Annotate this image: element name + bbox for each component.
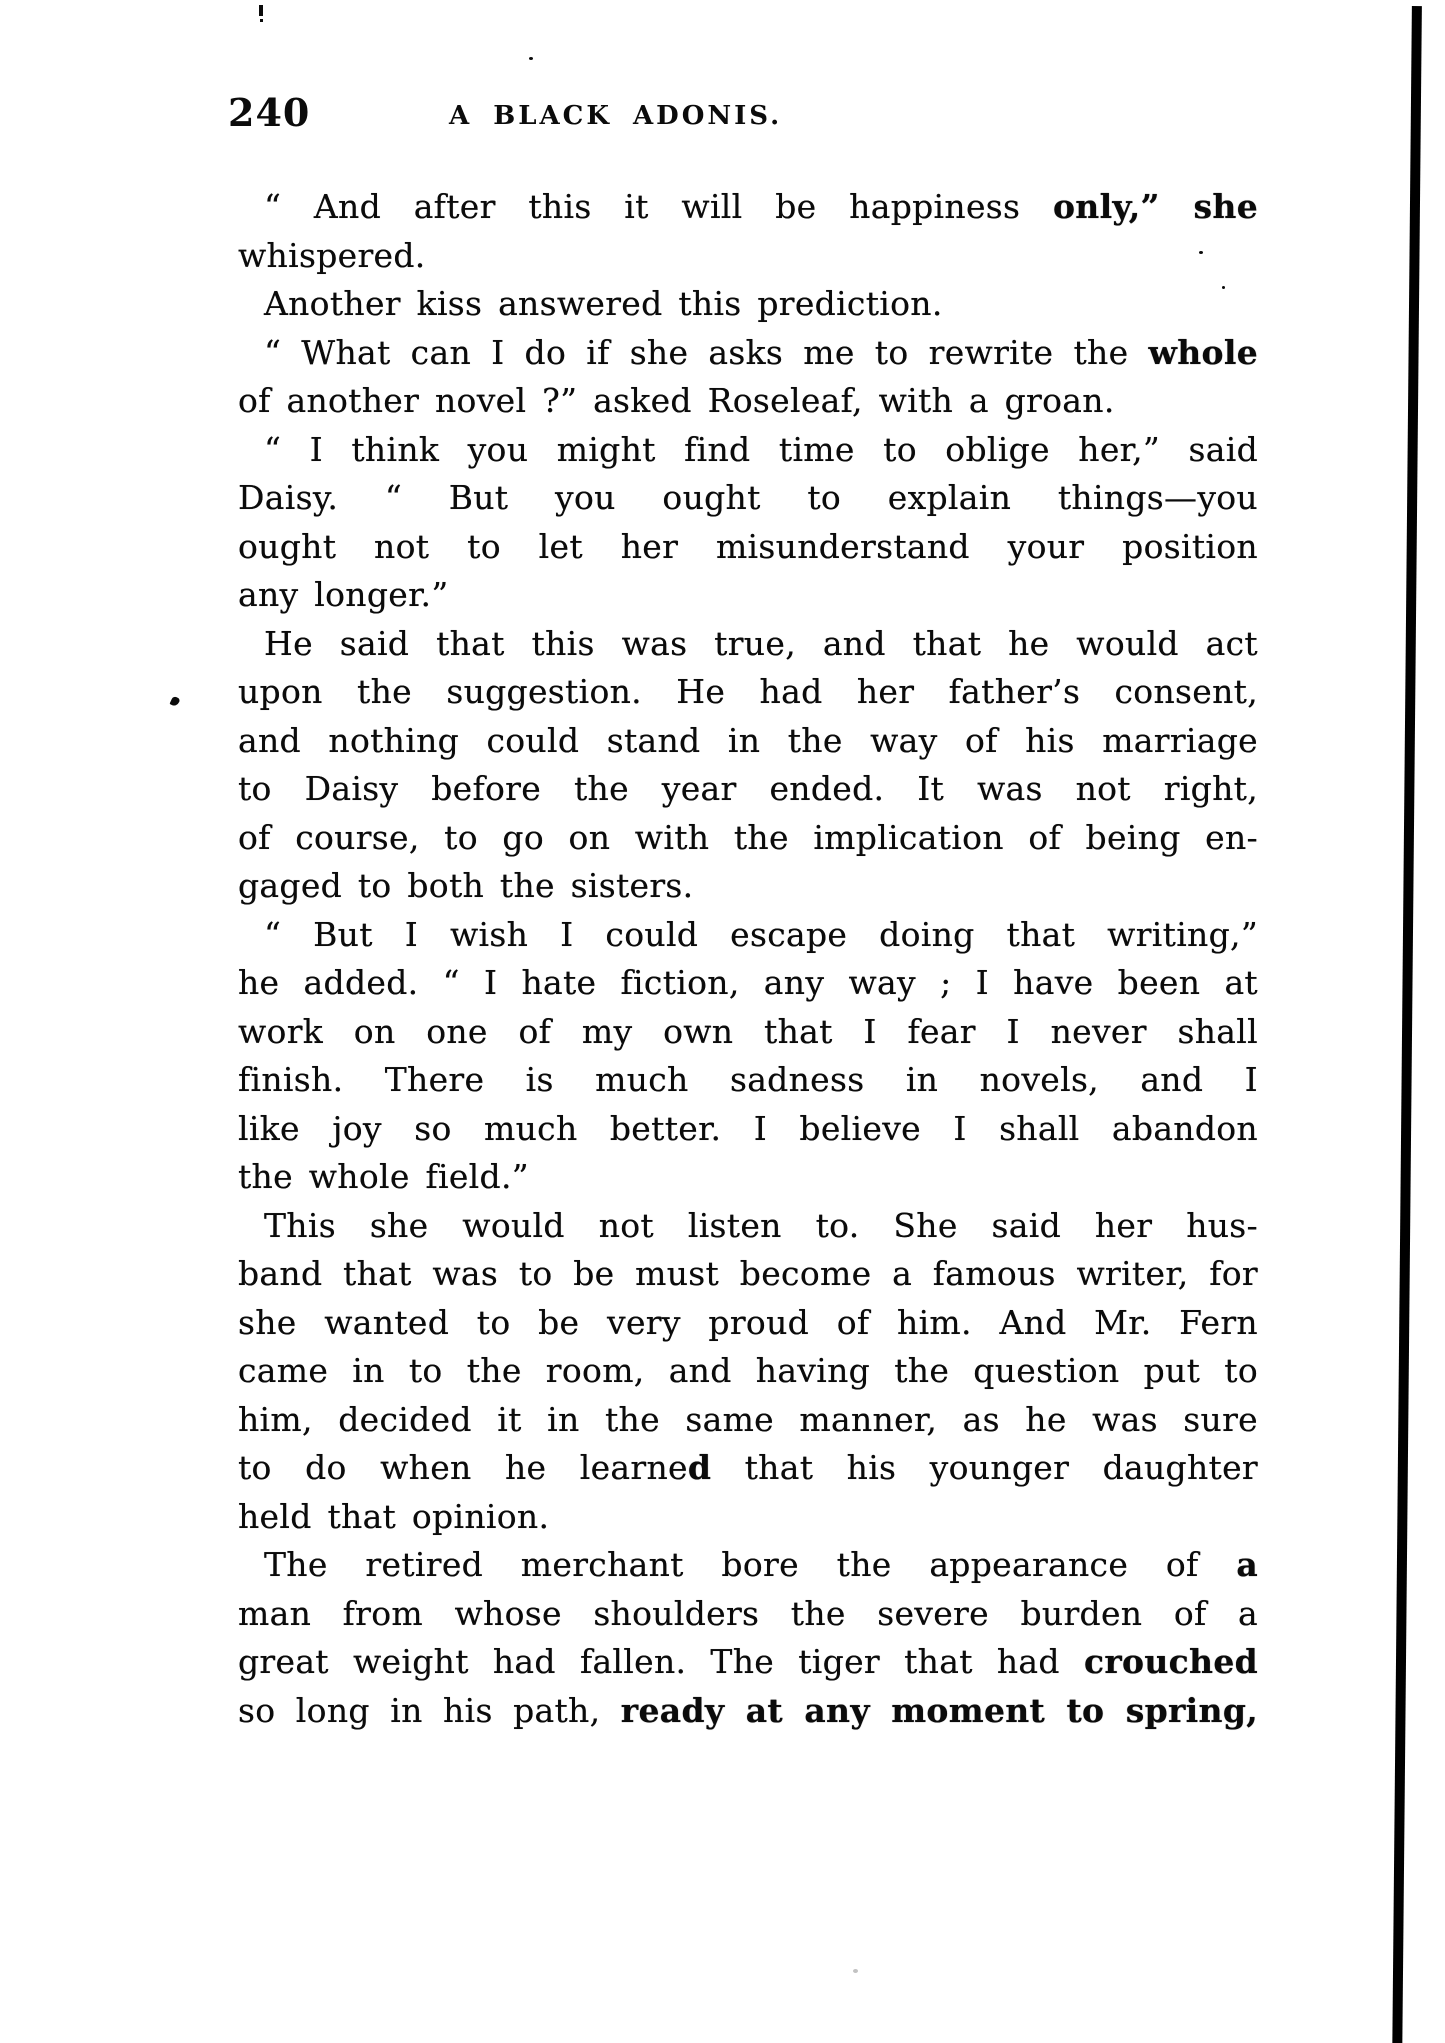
- text-segment: held that opinion.: [238, 1496, 550, 1536]
- text-line: [238, 862, 1258, 911]
- scan-speck: [529, 57, 533, 60]
- page-text: [238, 183, 1258, 1735]
- text-line: [238, 426, 1258, 475]
- bold-text-segment: a: [1236, 1545, 1258, 1584]
- text-segment: and nothing could stand in the way of his marriage: [238, 720, 1258, 760]
- text-line: [238, 1008, 1258, 1057]
- text-segment: like joy so much better. I believe I shall abandon: [238, 1108, 1258, 1148]
- text-line: [238, 1444, 1258, 1493]
- text-segment: man from whose shoulders the severe burden of a: [238, 1593, 1258, 1633]
- text-segment: whispered.: [238, 235, 426, 275]
- text-segment: she wanted to be very proud of him. And Mr. Fern: [238, 1302, 1258, 1342]
- text-segment: to Daisy before the year ended. It was not right,: [238, 769, 1258, 808]
- text-line: [238, 232, 1258, 281]
- bold-text-segment: ready at any moment to spring,: [620, 1690, 1258, 1730]
- text-line: [238, 1638, 1258, 1687]
- text-segment: came in to the room, and having the question put to: [238, 1351, 1258, 1390]
- text-line: [238, 474, 1258, 523]
- text-line: [238, 911, 1258, 960]
- text-segment: “ I think you might find time to oblige her,” said: [264, 429, 1258, 469]
- text-line: [238, 329, 1258, 378]
- text-line: [238, 183, 1258, 232]
- text-segment: work on one of my own that I fear I never shall: [238, 1011, 1258, 1051]
- scan-speck: [853, 1969, 858, 1973]
- text-segment: of course, to go on with the implication of being en-: [238, 817, 1258, 857]
- text-line: [238, 1590, 1258, 1639]
- text-line: [238, 523, 1258, 572]
- text-segment: Daisy. “ But you ought to explain things—you: [238, 478, 1258, 517]
- text-line: [238, 668, 1258, 717]
- text-segment: ought not to let her misunderstand your position: [238, 526, 1258, 566]
- text-line: [238, 1299, 1258, 1348]
- running-title: A BLACK ADONIS.: [449, 101, 783, 131]
- text-segment: gaged to both the sisters.: [238, 866, 694, 905]
- text-segment: that his younger daughter: [711, 1448, 1258, 1487]
- text-line: [238, 765, 1258, 814]
- text-line: [238, 1541, 1258, 1590]
- text-segment: so long in his path,: [238, 1690, 621, 1730]
- text-segment: “ But I wish I could escape doing that writing,”: [264, 914, 1258, 954]
- text-segment: This she would not listen to. She said her hus-: [264, 1205, 1258, 1245]
- text-line: [238, 1153, 1258, 1202]
- text-segment: great weight had fallen. The tiger that had: [238, 1642, 1084, 1681]
- text-line: [238, 1687, 1258, 1736]
- text-segment: Another kiss answered this prediction.: [264, 284, 943, 323]
- text-line: [238, 717, 1258, 766]
- text-segment: finish. There is much sadness in novels, and I: [238, 1060, 1258, 1099]
- text-segment: him, decided it in the same manner, as he was sure: [238, 1399, 1258, 1439]
- bold-text-segment: d: [687, 1448, 712, 1487]
- text-segment: “ What can I do if she asks me to rewrite the: [264, 332, 1149, 372]
- text-line: [238, 1202, 1258, 1251]
- scan-speck: [259, 5, 263, 16]
- text-line: [238, 1056, 1258, 1105]
- text-segment: upon the suggestion. He had her father’s consent,: [238, 672, 1258, 711]
- text-segment: band that was to be must become a famous writer, for: [238, 1254, 1258, 1293]
- scan-speck: [260, 19, 263, 22]
- text-line: [238, 959, 1258, 1008]
- text-segment: to do when he learne: [238, 1448, 688, 1487]
- bold-text-segment: crouched: [1083, 1642, 1258, 1681]
- text-line: [238, 814, 1258, 863]
- text-line: [238, 1347, 1258, 1396]
- scan-speck: [1199, 251, 1203, 254]
- scan-speck: [1222, 286, 1225, 289]
- text-line: [238, 620, 1258, 669]
- text-line: [238, 377, 1258, 426]
- text-line: [238, 571, 1258, 620]
- text-line: [238, 280, 1258, 329]
- text-segment: He said that this was true, and that he would act: [264, 623, 1258, 663]
- text-segment: The retired merchant bore the appearance of: [264, 1545, 1237, 1584]
- text-line: [238, 1396, 1258, 1445]
- text-segment: “ And after this it will be happiness: [264, 187, 1053, 226]
- text-line: [238, 1493, 1258, 1542]
- text-segment: he added. “ I hate fiction, any way ; I have been at: [238, 963, 1258, 1002]
- scan-speck: [169, 696, 180, 708]
- text-segment: the whole field.”: [238, 1157, 529, 1196]
- bold-text-segment: only,” she: [1052, 187, 1258, 226]
- text-segment: any longer.”: [238, 575, 449, 614]
- text-line: [238, 1105, 1258, 1154]
- bold-text-segment: whole: [1148, 332, 1258, 372]
- page-header: [0, 0, 1445, 140]
- text-line: [238, 1250, 1258, 1299]
- text-segment: of another novel ?” asked Roseleaf, with a groan.: [238, 381, 1115, 420]
- page-number: 240: [228, 90, 311, 135]
- book-spine-shadow: [1392, 6, 1422, 2043]
